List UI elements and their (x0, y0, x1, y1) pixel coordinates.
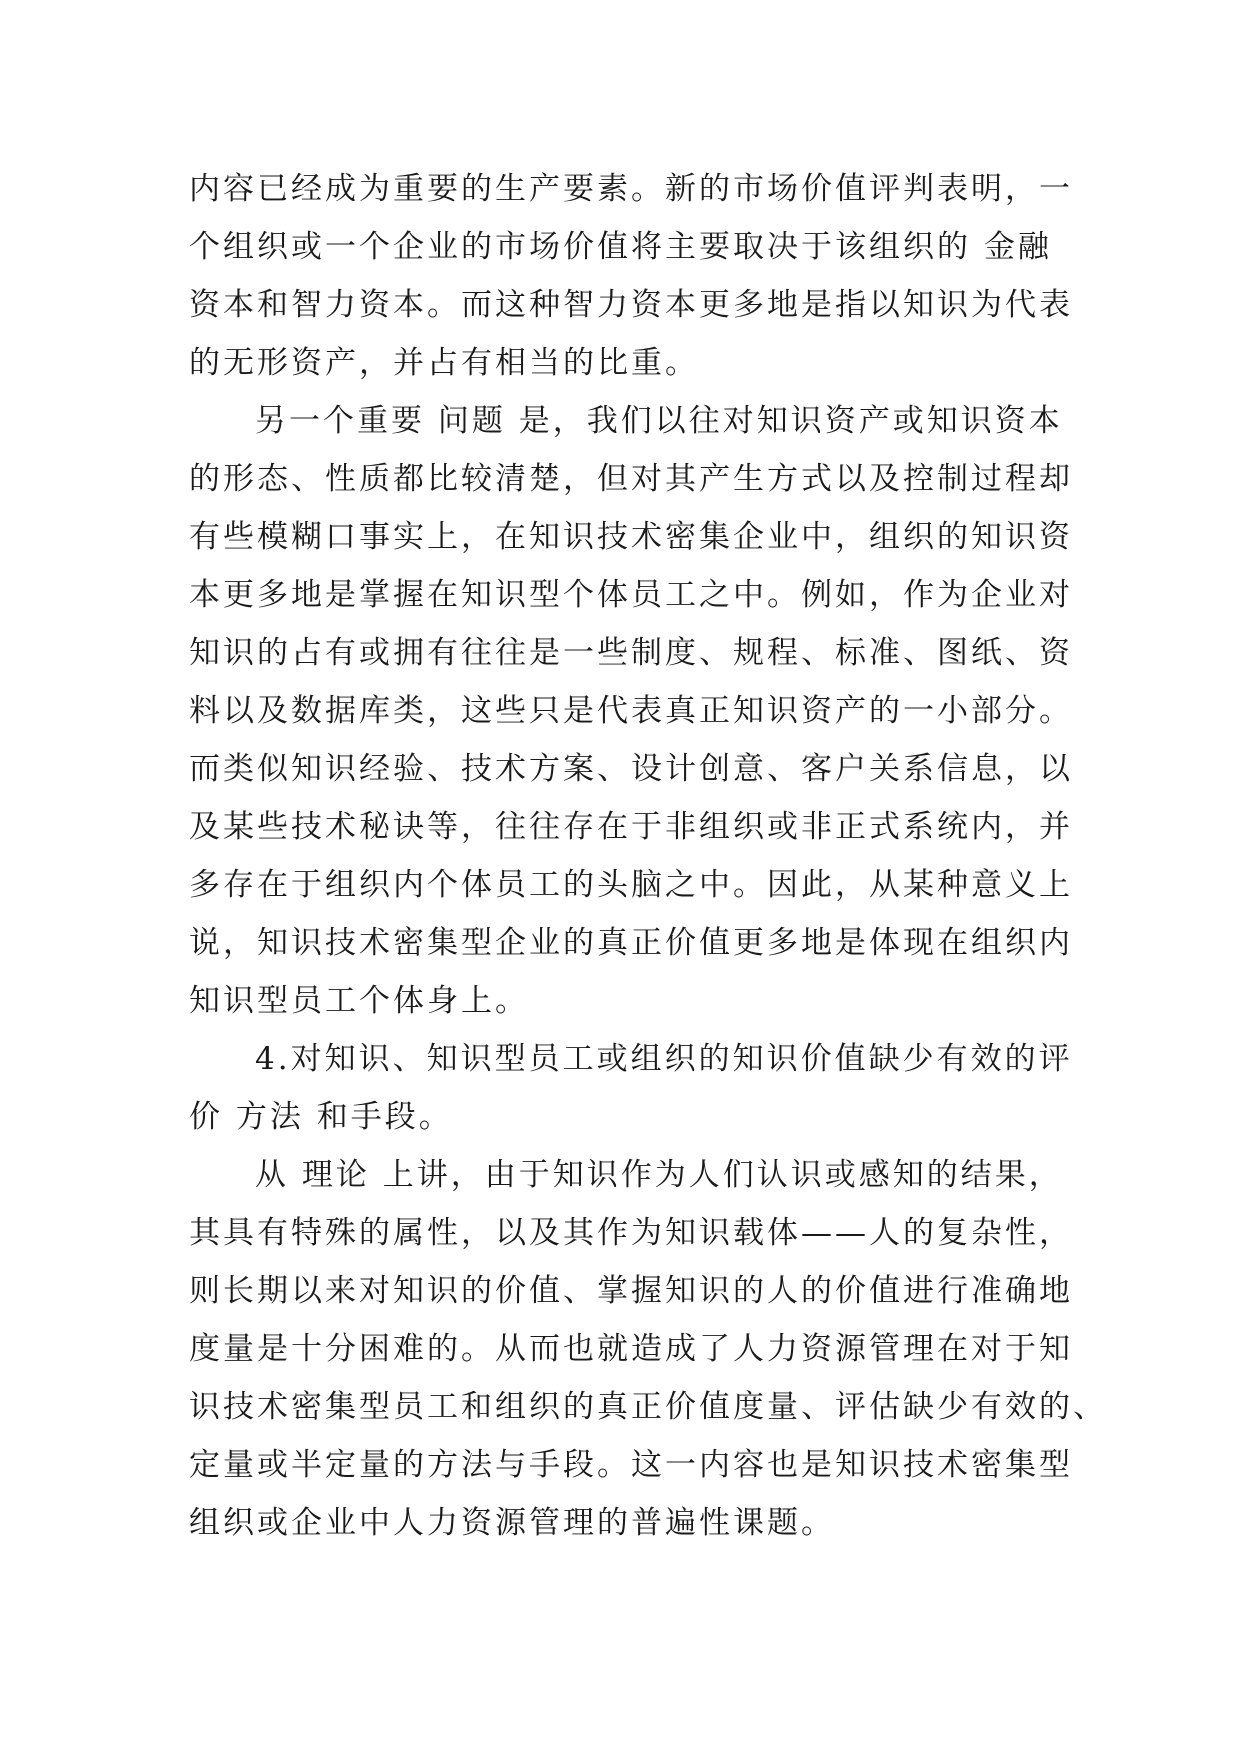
text-line: 识技术密集型员工和组织的真正价值度量、评估缺少有效的、 (189, 1389, 1107, 1425)
text-line: 多存在于组织内个体员工的头脑之中。因此，从某种意义上 (189, 867, 1073, 903)
text-line: 知识的占有或拥有往往是一些制度、规程、标准、图纸、资 (189, 635, 1073, 671)
text-line: 度量是十分困难的。从而也就造成了人力资源管理在对于知 (189, 1331, 1073, 1367)
text-line: 有些模糊口事实上，在知识技术密集企业中，组织的知识资 (189, 519, 1073, 555)
text-line: 知识型员工个体身上。 (189, 983, 529, 1019)
text-line: 的无形资产，并占有相当的比重。 (189, 345, 699, 381)
text-line: 本更多地是掌握在知识型个体员工之中。例如，作为企业对 (189, 577, 1073, 613)
text-line: 及某些技术秘诀等，往往存在于非组织或非正式系统内，并 (189, 809, 1073, 845)
section-heading-4-continued: 价 方法 和手段。 (189, 1099, 453, 1135)
text-line: 组织或企业中人力资源管理的普遍性课题。 (189, 1505, 835, 1541)
text-line: 定量或半定量的方法与手段。这一内容也是知识技术密集型 (189, 1447, 1073, 1483)
text-line: 料以及数据库类，这些只是代表真正知识资产的一小部分。 (189, 693, 1073, 729)
paragraph-first-line: 另一个重要 问题 是，我们以往对知识资产或知识资本 (255, 403, 1063, 439)
paragraph-first-line: 从 理论 上讲，由于知识作为人们认识或感知的结果， (255, 1157, 1063, 1193)
text-line: 其具有特殊的属性，以及其作为知识载体——人的复杂性， (189, 1215, 1073, 1251)
text-line: 个组织或一个企业的市场价值将主要取决于该组织的 金融 (189, 229, 1052, 265)
section-heading-4: 4.对知识、知识型员工或组织的知识价值缺少有效的评 (255, 1041, 1073, 1077)
text-line: 说，知识技术密集型企业的真正价值更多地是体现在组织内 (189, 925, 1073, 961)
text-line: 则长期以来对知识的价值、掌握知识的人的价值进行准确地 (189, 1273, 1073, 1309)
text-line: 的形态、性质都比较清楚，但对其产生方式以及控制过程却 (189, 461, 1073, 497)
body-text (189, 160, 1107, 1552)
text-line: 资本和智力资本。而这种智力资本更多地是指以知识为代表 (189, 287, 1073, 323)
text-line: 而类似知识经验、技术方案、设计创意、客户关系信息，以 (189, 751, 1073, 787)
text-line: 内容已经成为重要的生产要素。新的市场价值评判表明，一 (189, 171, 1073, 207)
